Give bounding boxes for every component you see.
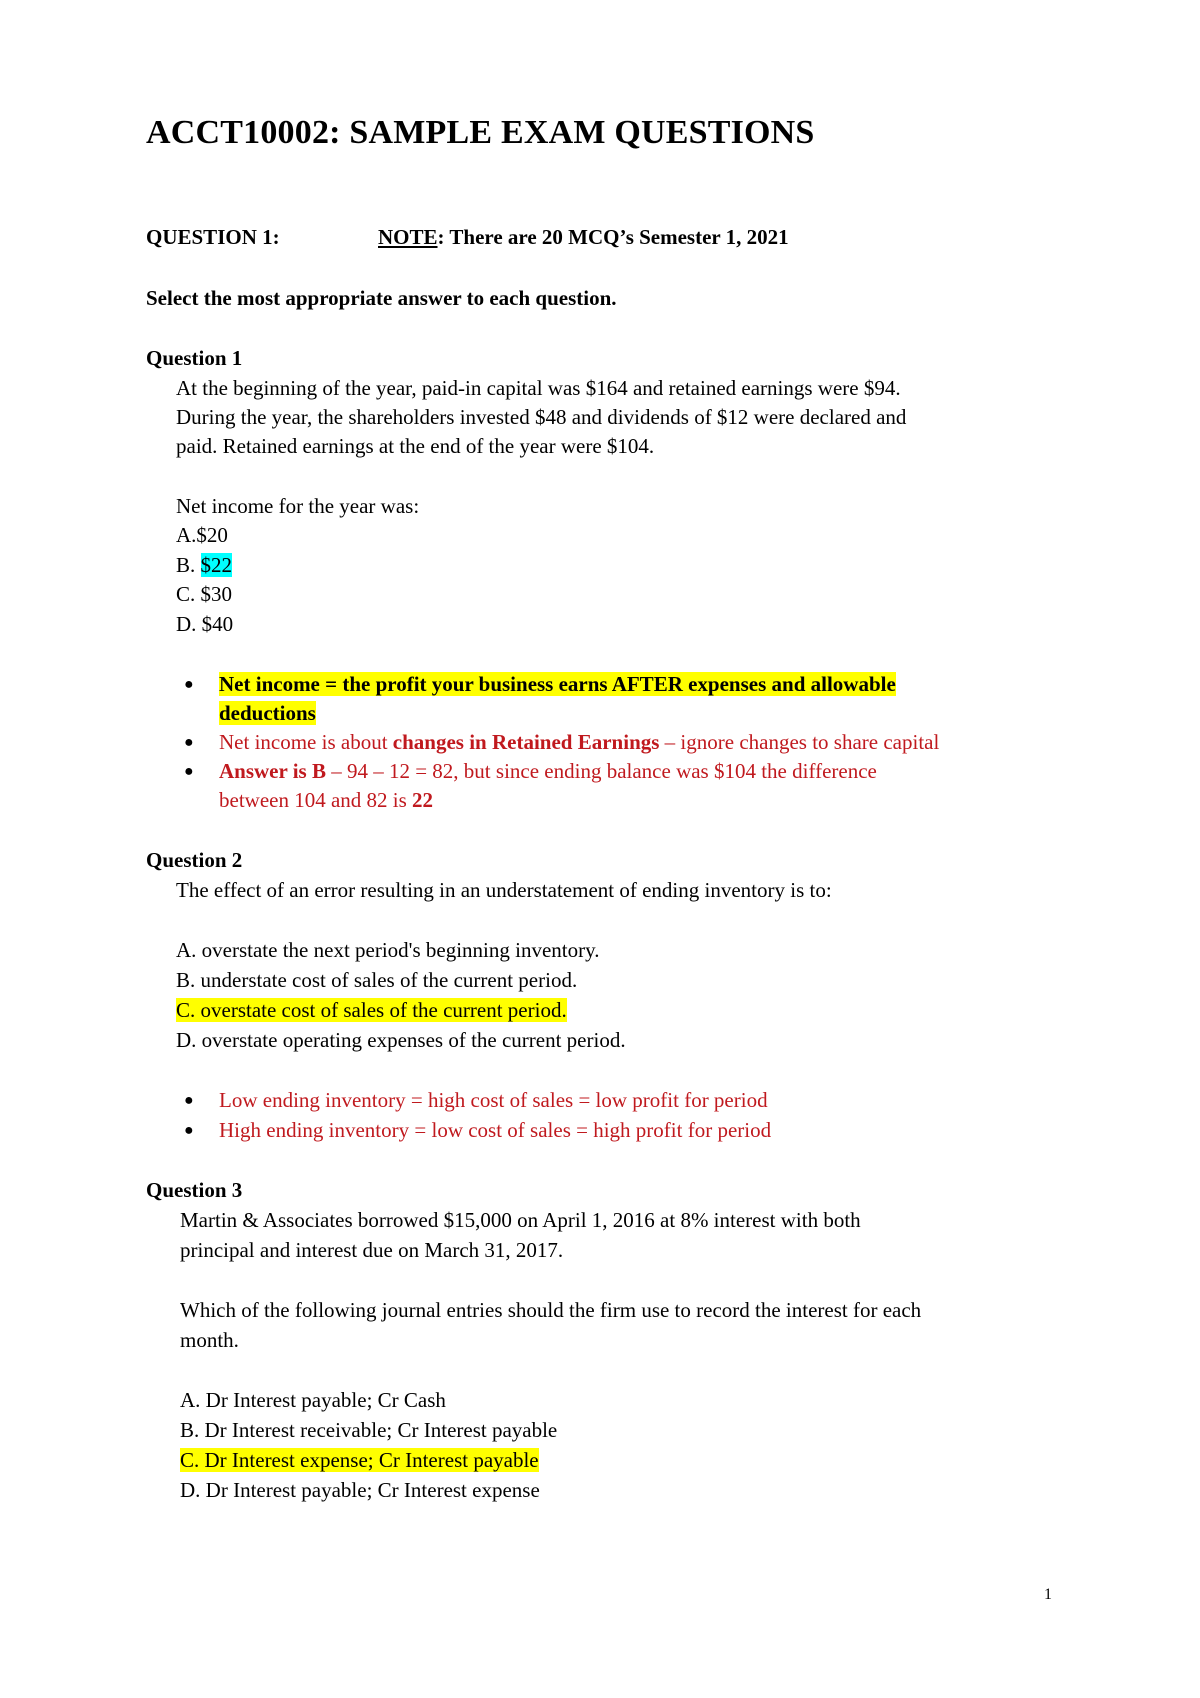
question-2-option-d: D. overstate operating expenses of the current period. [176,1028,626,1052]
option-b-prefix: B. [176,553,201,577]
question-1-prompt: Net income for the year was: [176,494,420,518]
question-1-note-3 [219,757,877,786]
question-1-note-3-cont [219,786,433,815]
question-3-option-d: D. Dr Interest payable; Cr Interest expense [180,1478,540,1502]
instruction-text: Select the most appropriate answer to each question. [146,286,617,310]
note-3-line-2-bold: 22 [412,788,434,812]
bullet-icon: ● [184,763,194,780]
note-2-pre: Net income is about [219,730,393,754]
bullet-icon: ● [184,676,194,693]
question-3-body-line: principal and interest due on March 31, 2017. [180,1238,564,1262]
bullet-icon: ● [184,1122,194,1139]
note-1-line-1: Net income = the profit your business earns AFTER expenses and allowable [219,672,896,696]
question-3-prompt-line: month. [180,1328,239,1352]
note-2-bold: changes in Retained Earnings [392,730,660,754]
question-1-note-2 [219,728,939,757]
question-1-body-line: paid. Retained earnings at the end of the year were $104. [176,434,655,458]
section-note [378,223,789,252]
question-2-note-2: High ending inventory = low cost of sales = high profit for period [219,1118,772,1142]
question-1-note-1 [219,670,896,699]
question-1-option-a: A.$20 [176,523,228,547]
option-c-highlighted: C. Dr Interest expense; Cr Interest payable [180,1448,539,1472]
document-title: ACCT10002: SAMPLE EXAM QUESTIONS [146,114,815,151]
question-3-option-b: B. Dr Interest receivable; Cr Interest payable [180,1418,558,1442]
note-1-line-2: deductions [219,701,316,725]
option-c-highlighted: C. overstate cost of sales of the current period. [176,998,567,1022]
question-3-option-a: A. Dr Interest payable; Cr Cash [180,1388,446,1412]
question-1-body-line: During the year, the shareholders invested $48 and dividends of $12 were declared and [176,405,907,429]
question-2-heading: Question 2 [146,848,243,872]
question-3-body-line: Martin & Associates borrowed $15,000 on April 1, 2016 at 8% interest with both [180,1208,861,1232]
question-2-option-a: A. overstate the next period's beginning inventory. [176,938,600,962]
question-1-option-b [176,551,232,580]
note-3-text: – 94 – 12 = 82, but since ending balance was $104 the difference [325,759,877,783]
page-number: 1 [1044,1586,1052,1603]
question-1-heading: Question 1 [146,346,243,370]
question-2-body: The effect of an error resulting in an understatement of ending inventory is to: [176,878,832,902]
question-3-prompt-line: Which of the following journal entries should the firm use to record the interest for each [180,1298,922,1322]
question-2-note-1: Low ending inventory = high cost of sales = low profit for period [219,1088,768,1112]
question-1-body-line: At the beginning of the year, paid-in capital was $164 and retained earnings were $94. [176,376,901,400]
option-b-value-highlighted: $22 [200,553,233,577]
question-1-option-d: D. $40 [176,612,234,636]
note-text: : There are 20 MCQ’s Semester 1, 2021 [437,225,789,249]
question-3-option-c [180,1446,539,1475]
note-label: NOTE [378,225,438,249]
question-2-option-b: B. understate cost of sales of the current period. [176,968,578,992]
note-3-bold: Answer is B [219,759,326,783]
bullet-icon: ● [184,1092,194,1109]
note-2-post: – ignore changes to share capital [659,730,940,754]
question-3-heading: Question 3 [146,1178,243,1202]
bullet-icon: ● [184,734,194,751]
question-1-option-c: C. $30 [176,582,233,606]
question-2-option-c [176,996,567,1025]
question-1-note-1-cont [219,699,316,728]
note-3-line-2-pre: between 104 and 82 is [219,788,413,812]
question-section-label: QUESTION 1: [146,225,280,249]
